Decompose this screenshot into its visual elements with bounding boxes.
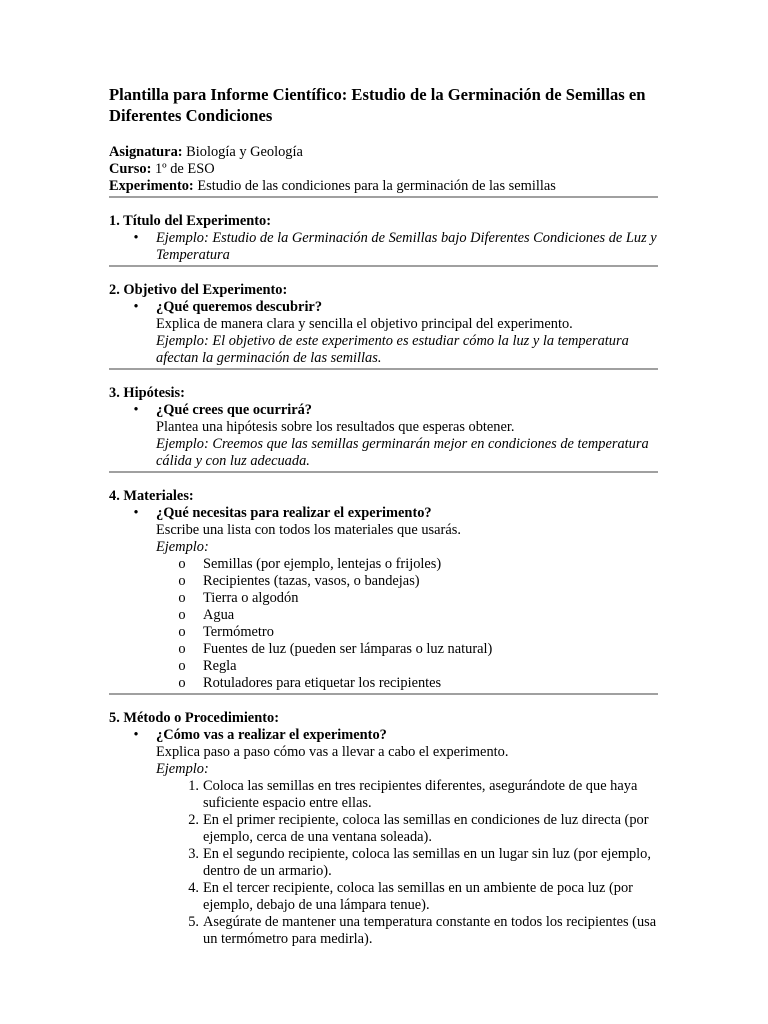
material-text: Recipientes (tazas, vasos, o bandejas) (203, 573, 420, 589)
meta-block (109, 144, 658, 195)
section-heading: 3. Hipótesis: (109, 385, 185, 401)
sub-bullet-icon: o (178, 607, 186, 623)
list-item (109, 556, 658, 573)
material-text: Rotuladores para etiquetar los recipientes (203, 675, 442, 691)
divider (109, 693, 658, 695)
divider (109, 196, 658, 198)
step-text: En el primer recipiente, coloca las semillas en condiciones de luz directa (por ejemplo, cerca de una ventana soleada). (203, 812, 649, 845)
bullet-item (109, 230, 658, 264)
material-text: Regla (203, 658, 237, 674)
material-text: Semillas (por ejemplo, lentejas o frijoles) (203, 556, 442, 572)
sub-bullet-icon: o (178, 658, 186, 674)
instruction-text: Explica de manera clara y sencilla el objetivo principal del experimento. (156, 316, 573, 332)
list-item (109, 658, 658, 675)
meta-experiment (109, 178, 658, 195)
step-text: En el tercer recipiente, coloca las semillas en un ambiente de poca luz (por ejemplo, debajo de una lámpara tenue). (203, 880, 633, 913)
material-text: Fuentes de luz (pueden ser lámparas o luz natural) (203, 641, 493, 657)
instruction-text: Explica paso a paso cómo vas a llevar a cabo el experimento. (156, 744, 509, 760)
list-item (109, 641, 658, 658)
example-label: Ejemplo: (156, 761, 209, 777)
meta-course (109, 161, 658, 178)
guiding-question: ¿Qué queremos descubrir? (156, 299, 323, 315)
meta-subject-label: Asignatura: (109, 144, 183, 160)
step-item (109, 778, 658, 812)
example-label: Ejemplo: (156, 539, 209, 555)
bullet-icon: • (133, 230, 139, 246)
meta-experiment-value: Estudio de las condiciones para la germinación de las semillas (197, 178, 556, 194)
meta-course-label: Curso: (109, 161, 152, 177)
step-item (109, 846, 658, 880)
step-number: 1. (188, 778, 199, 794)
list-item (109, 573, 658, 590)
guiding-question: ¿Cómo vas a realizar el experimento? (156, 727, 387, 743)
bullet-icon: • (133, 727, 139, 743)
step-item (109, 880, 658, 914)
bullet-item (109, 505, 658, 556)
divider (109, 368, 658, 370)
guiding-question: ¿Qué crees que ocurrirá? (156, 402, 312, 418)
bullet-icon: • (133, 299, 139, 315)
example-text: Ejemplo: Estudio de la Germinación de Semillas bajo Diferentes Condiciones de Luz y Temperatura (156, 230, 657, 263)
bullet-icon: • (133, 505, 139, 521)
sub-bullet-icon: o (178, 624, 186, 640)
material-text: Agua (203, 607, 235, 623)
meta-subject (109, 144, 658, 161)
sub-bullet-icon: o (178, 590, 186, 606)
step-text: Asegúrate de mantener una temperatura constante en todos los recipientes (usa un termómetro para medirla). (203, 914, 657, 947)
step-number: 2. (188, 812, 199, 828)
step-number: 4. (188, 880, 199, 896)
section-heading: 1. Título del Experimento: (109, 213, 272, 229)
section-heading: 5. Método o Procedimiento: (109, 710, 279, 726)
list-item (109, 675, 658, 692)
step-text: Coloca las semillas en tres recipientes diferentes, asegurándote de que haya suficiente espacio entre ellas. (203, 778, 638, 811)
guiding-question: ¿Qué necesitas para realizar el experimento? (156, 505, 432, 521)
bullet-item (109, 727, 658, 778)
meta-course-value: 1º de ESO (154, 161, 215, 177)
section-method (109, 710, 658, 948)
divider (109, 265, 658, 267)
step-number: 5. (188, 914, 199, 930)
bullet-item (109, 402, 658, 470)
bullet-item (109, 299, 658, 367)
step-number: 3. (188, 846, 199, 862)
step-text: En el segundo recipiente, coloca las semillas en un lugar sin luz (por ejemplo, dentro de un armario). (203, 846, 651, 879)
document-title: Plantilla para Informe Científico: Estudio de la Germinación de Semillas en Diferentes Condiciones (109, 85, 646, 125)
sub-bullet-icon: o (178, 675, 186, 691)
example-text: Ejemplo: El objetivo de este experimento es estudiar cómo la luz y la temperatura afectan la germinación de las semillas. (156, 333, 629, 366)
list-item (109, 590, 658, 607)
meta-subject-value: Biología y Geología (186, 144, 303, 160)
section-heading: 2. Objetivo del Experimento: (109, 282, 288, 298)
divider (109, 471, 658, 473)
example-text: Ejemplo: Creemos que las semillas germinarán mejor en condiciones de temperatura cálida y con luz adecuada. (156, 436, 649, 469)
step-item (109, 812, 658, 846)
list-item (109, 607, 658, 624)
step-item (109, 914, 658, 948)
section-heading: 4. Materiales: (109, 488, 194, 504)
material-text: Tierra o algodón (203, 590, 299, 606)
instruction-text: Escribe una lista con todos los materiales que usarás. (156, 522, 461, 538)
bullet-icon: • (133, 402, 139, 418)
meta-experiment-label: Experimento: (109, 178, 194, 194)
material-text: Termómetro (203, 624, 274, 640)
sub-bullet-icon: o (178, 556, 186, 572)
section-hypothesis (109, 385, 658, 470)
sub-bullet-icon: o (178, 641, 186, 657)
section-title (109, 213, 658, 264)
list-item (109, 624, 658, 641)
section-materials (109, 488, 658, 692)
document-page (109, 84, 658, 948)
sub-bullet-icon: o (178, 573, 186, 589)
section-objective (109, 282, 658, 367)
instruction-text: Plantea una hipótesis sobre los resultados que esperas obtener. (156, 419, 515, 435)
